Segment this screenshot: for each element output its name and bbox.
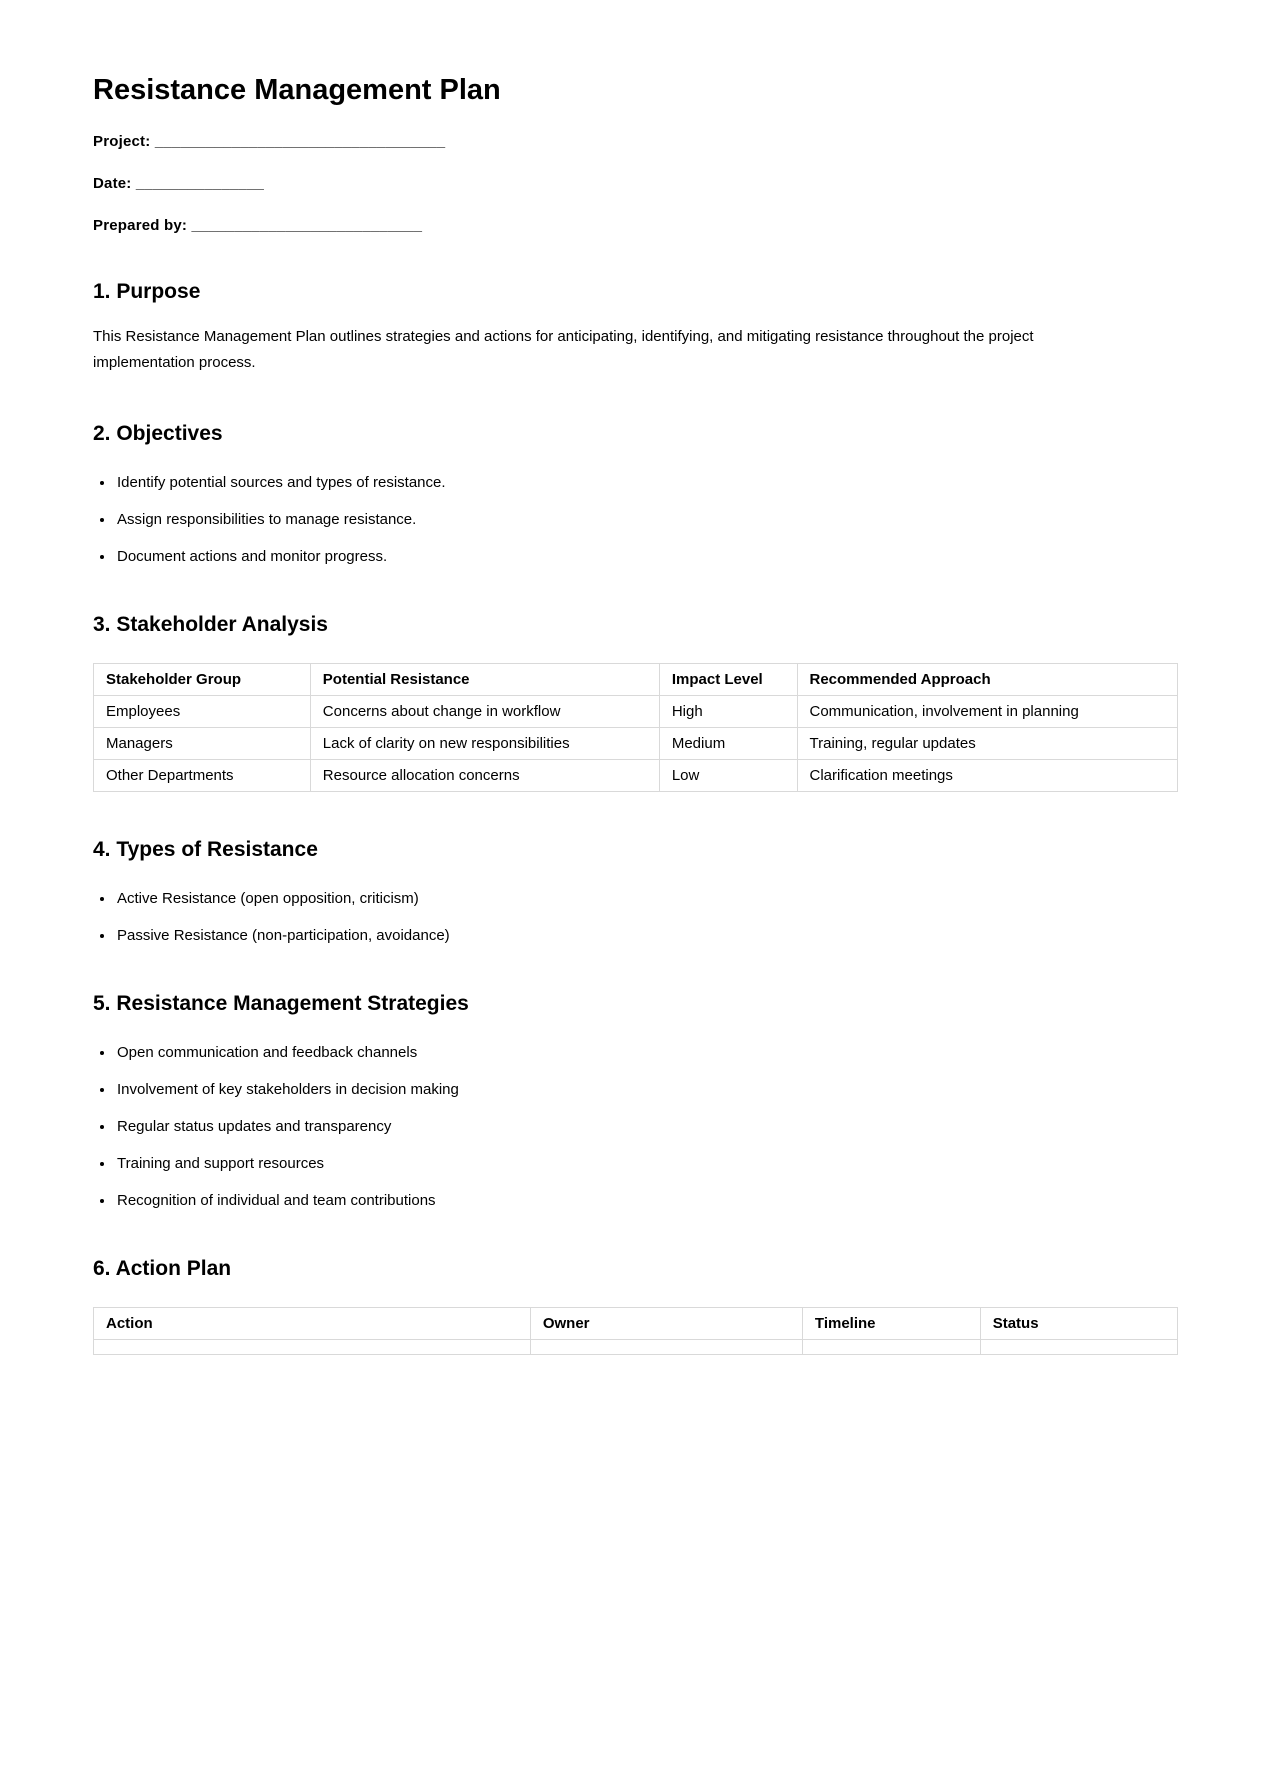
table-cell: Training, regular updates — [797, 728, 1178, 760]
table-cell — [980, 1340, 1177, 1355]
column-header: Recommended Approach — [797, 664, 1178, 696]
table-row — [94, 728, 1178, 760]
section-heading-strategies: 5. Resistance Management Strategies — [93, 992, 469, 1015]
document-title: Resistance Management Plan — [93, 74, 501, 106]
action-plan-table-header-row — [94, 1308, 1178, 1340]
project-label: Project: — [93, 133, 151, 150]
table-row — [94, 1340, 1178, 1355]
stakeholder-analysis-table — [93, 663, 1178, 792]
section-heading-purpose: 1. Purpose — [93, 280, 201, 303]
stakeholder-table-header-row — [94, 664, 1178, 696]
section-heading-types-of-resistance: 4. Types of Resistance — [93, 838, 318, 861]
column-header: Action — [94, 1308, 531, 1340]
action-plan-table-body — [94, 1340, 1178, 1355]
objectives-list — [93, 472, 1178, 567]
list-item: • Document actions and monitor progress. — [115, 546, 1178, 567]
prepared-by-label: Prepared by: — [93, 217, 188, 234]
table-cell: Concerns about change in workflow — [310, 696, 659, 728]
date-field — [93, 175, 1178, 192]
list-item: • Training and support resources — [115, 1153, 1178, 1174]
table-cell: Clarification meetings — [797, 760, 1178, 792]
table-cell: Lack of clarity on new responsibilities — [310, 728, 659, 760]
section-heading-objectives: 2. Objectives — [93, 422, 223, 445]
stakeholder-table-body — [94, 696, 1178, 792]
purpose-paragraph: This Resistance Management Plan outlines strategies and actions for anticipating, identifying, and mitigating resistance throughout the project implementation process. — [93, 328, 1034, 371]
list-item: • Assign responsibilities to manage resistance. — [115, 509, 1178, 530]
table-cell: High — [659, 696, 797, 728]
section-heading-stakeholder-analysis: 3. Stakeholder Analysis — [93, 613, 328, 636]
prepared-by-blank-line: ___________________________ — [191, 217, 423, 234]
column-header: Potential Resistance — [310, 664, 659, 696]
table-cell — [802, 1340, 980, 1355]
table-cell — [530, 1340, 802, 1355]
column-header: Status — [980, 1308, 1177, 1340]
strategies-list — [93, 1042, 1178, 1211]
table-cell: Employees — [94, 696, 311, 728]
table-cell: Low — [659, 760, 797, 792]
table-row — [94, 696, 1178, 728]
list-item: • Passive Resistance (non-participation, avoidance) — [115, 925, 1178, 946]
types-of-resistance-list — [93, 888, 1178, 946]
column-header: Stakeholder Group — [94, 664, 311, 696]
list-item: • Recognition of individual and team contributions — [115, 1190, 1178, 1211]
list-item: • Open communication and feedback channels — [115, 1042, 1178, 1063]
action-plan-table — [93, 1307, 1178, 1355]
prepared-by-field — [93, 217, 1178, 234]
table-cell: Managers — [94, 728, 311, 760]
table-row — [94, 760, 1178, 792]
list-item: • Active Resistance (open opposition, criticism) — [115, 888, 1178, 909]
table-cell — [94, 1340, 531, 1355]
list-item: • Involvement of key stakeholders in decision making — [115, 1079, 1178, 1100]
column-header: Timeline — [802, 1308, 980, 1340]
table-cell: Communication, involvement in planning — [797, 696, 1178, 728]
project-blank-line: __________________________________ — [154, 133, 446, 150]
date-label: Date: — [93, 175, 132, 192]
column-header: Impact Level — [659, 664, 797, 696]
section-heading-action-plan: 6. Action Plan — [93, 1257, 232, 1280]
list-item: • Regular status updates and transparency — [115, 1116, 1178, 1137]
table-cell: Other Departments — [94, 760, 311, 792]
date-blank-line: _______________ — [135, 175, 265, 192]
column-header: Owner — [530, 1308, 802, 1340]
table-cell: Resource allocation concerns — [310, 760, 659, 792]
list-item: • Identify potential sources and types of resistance. — [115, 472, 1178, 493]
table-cell: Medium — [659, 728, 797, 760]
project-field — [93, 133, 1178, 150]
